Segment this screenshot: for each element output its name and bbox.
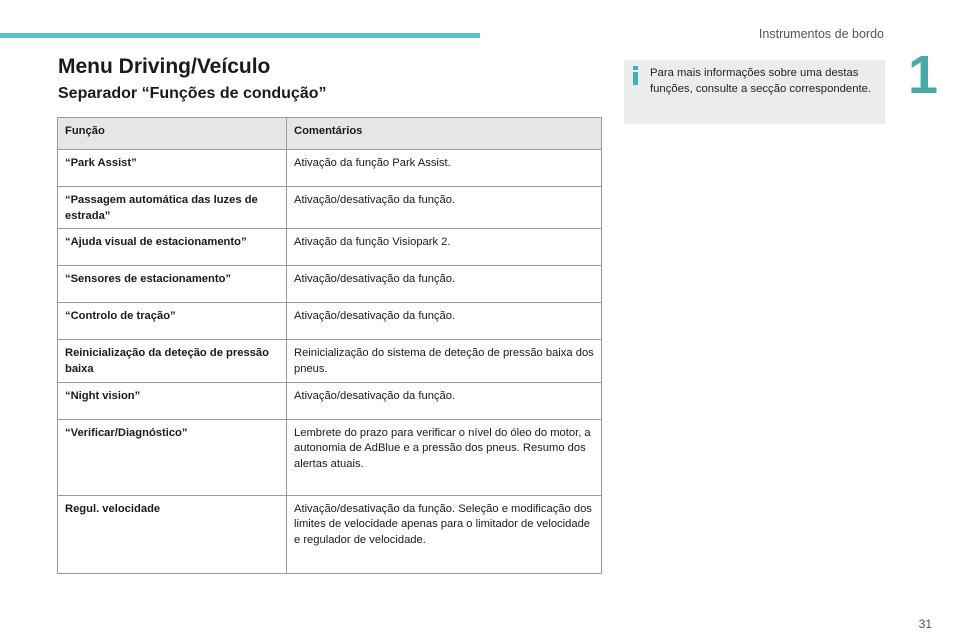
function-cell: Regul. velocidade	[58, 495, 287, 573]
page-subtitle: Separador “Funções de condução”	[58, 85, 327, 102]
functions-table	[57, 117, 602, 574]
function-cell: “Park Assist”	[58, 150, 287, 187]
page-number: 31	[918, 617, 932, 631]
comment-cell: Ativação/desativação da função.	[287, 382, 602, 419]
function-cell: “Controlo de tração”	[58, 303, 287, 340]
function-cell: “Sensores de estacionamento”	[58, 266, 287, 303]
function-cell: “Ajuda visual de estacionamento”	[58, 229, 287, 266]
table-row	[58, 266, 602, 303]
function-cell: “Night vision”	[58, 382, 287, 419]
page-title: Menu Driving/Veículo	[58, 55, 271, 78]
table-header-function: Função	[58, 118, 287, 150]
table-row	[58, 187, 602, 229]
info-text: Para mais informações sobre uma destas funções, consulte a secção correspondente.	[650, 67, 872, 95]
table-row	[58, 382, 602, 419]
comment-cell: Ativação/desativação da função.	[287, 266, 602, 303]
comment-cell: Ativação da função Park Assist.	[287, 150, 602, 187]
table-header-comments: Comentários	[287, 118, 602, 150]
table-row	[58, 495, 602, 573]
function-cell: Reinicialização da deteção de pressão baixa	[58, 340, 287, 382]
chapter-number: 1	[907, 45, 938, 105]
comment-cell: Ativação da função Visiopark 2.	[287, 229, 602, 266]
header-accent-bar	[0, 33, 480, 38]
comment-cell: Ativação/desativação da função.	[287, 303, 602, 340]
info-icon	[632, 66, 639, 84]
function-cell: “Passagem automática das luzes de estrada”	[58, 187, 287, 229]
table-row	[58, 229, 602, 266]
table-row	[58, 340, 602, 382]
info-box	[624, 60, 885, 124]
comment-cell: Ativação/desativação da função.	[287, 187, 602, 229]
comment-cell: Ativação/desativação da função. Seleção e modificação dos limites de velocidade apenas para o limitador de velocidade e regulador de velocidade.	[287, 495, 602, 573]
table-header-row	[58, 118, 602, 150]
section-header: Instrumentos de bordo	[758, 27, 884, 41]
table-row	[58, 419, 602, 495]
comment-cell: Reinicialização do sistema de deteção de pressão baixa dos pneus.	[287, 340, 602, 382]
function-cell: “Verificar/Diagnóstico”	[58, 419, 287, 495]
comment-cell: Lembrete do prazo para verificar o nível do óleo do motor, a autonomia de AdBlue e a pressão dos pneus. Resumo dos alertas atuais.	[287, 419, 602, 495]
table-row	[58, 150, 602, 187]
table-row	[58, 303, 602, 340]
